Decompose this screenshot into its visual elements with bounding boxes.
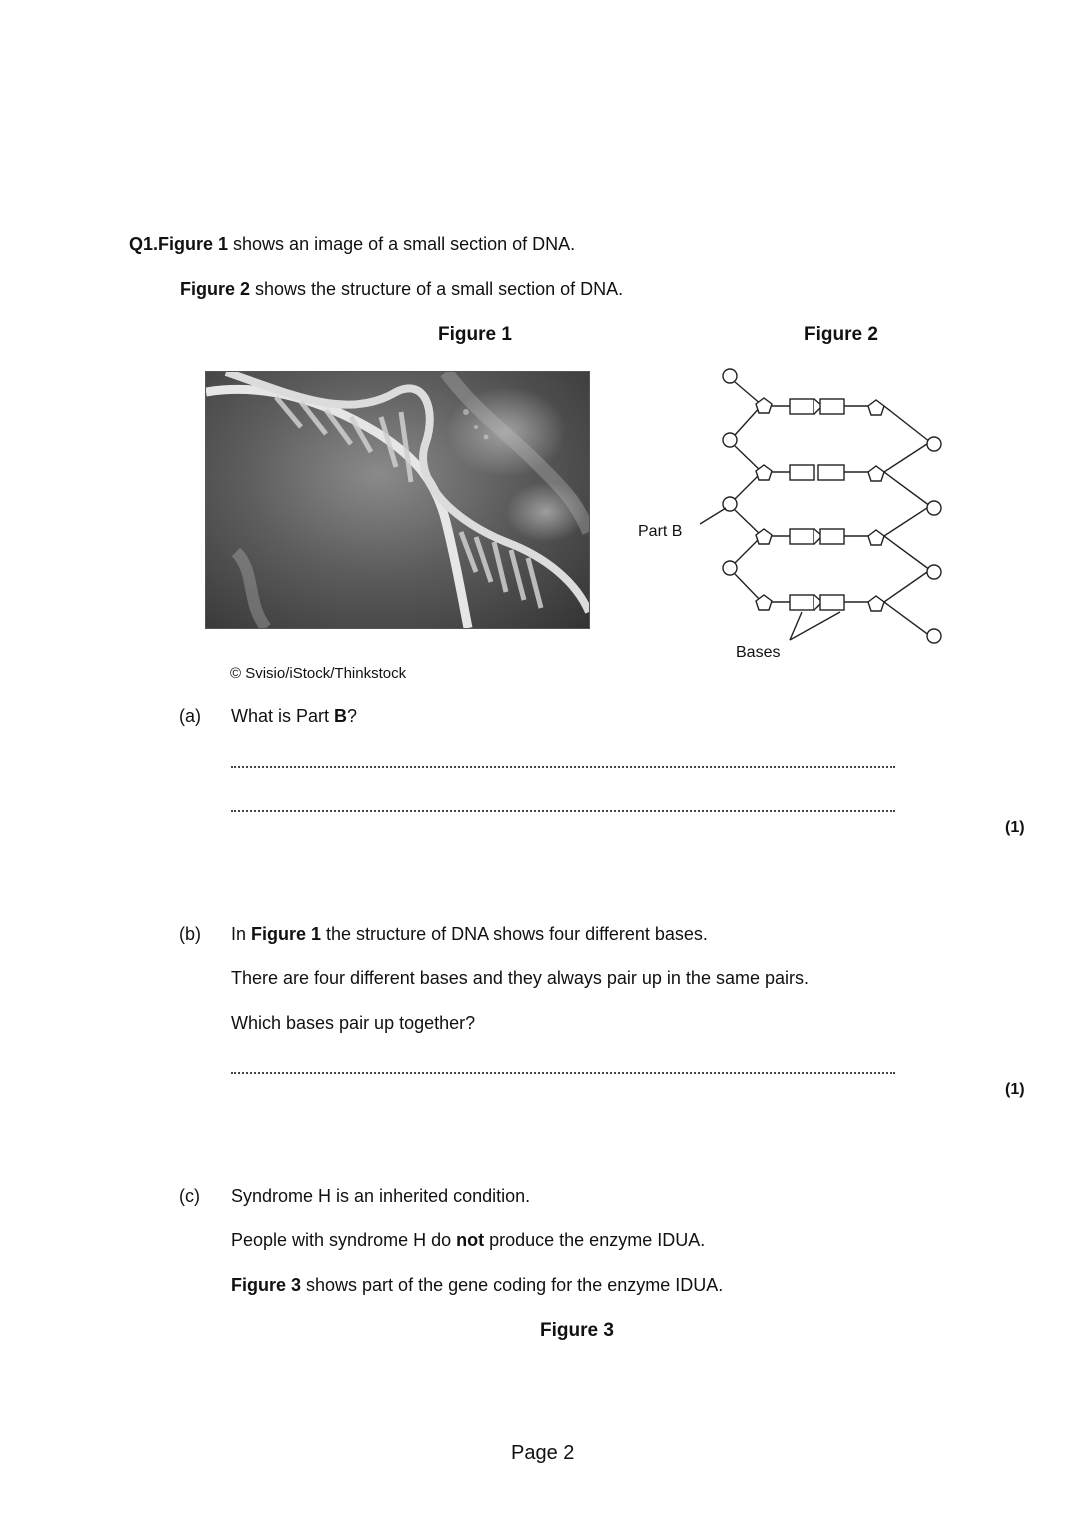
part-b-line2: There are four different bases and they always pair up in the same pairs. [231, 968, 809, 988]
figure2-title: Figure 2 [804, 324, 878, 345]
intro1-bold: Figure 1 [158, 234, 229, 254]
dna-structure-diagram [690, 360, 960, 660]
part-b-letter: (b) [179, 924, 201, 944]
part-a-marks: (1) [1005, 819, 1025, 836]
figure1-title: Figure 1 [438, 324, 512, 345]
answer-line-a2[interactable] [231, 810, 895, 812]
question-intro-2 [180, 279, 623, 300]
question-number: Q1. [129, 234, 159, 254]
part-b-line1 [231, 924, 708, 945]
bases-label: Bases [736, 644, 781, 661]
part-a-bold: B [334, 706, 348, 726]
figure3-title: Figure 3 [540, 1320, 614, 1341]
part-a-question [231, 706, 357, 727]
part-a-prefix: What is Part [231, 706, 335, 726]
part-b-label: Part B [638, 523, 683, 540]
part-b-line3: Which bases pair up together? [231, 1013, 476, 1033]
part-b-line1-rest: the structure of DNA shows four different bases. [321, 924, 708, 944]
dna-photo [205, 371, 590, 629]
answer-line-b1[interactable] [231, 1072, 895, 1074]
page-number: Page 2 [511, 1442, 575, 1464]
dna-helix-image [206, 372, 589, 628]
part-b-marks: (1) [1005, 1081, 1025, 1098]
part-c-line3-bold: Figure 3 [231, 1275, 302, 1295]
part-c-line3-rest: shows part of the gene coding for the enzyme IDUA. [301, 1275, 724, 1295]
part-c-line2-bold: not [456, 1230, 485, 1250]
question-intro [129, 234, 575, 255]
part-b-line1-bold: Figure 1 [251, 924, 322, 944]
intro2-bold: Figure 2 [180, 279, 251, 299]
part-c-line3 [231, 1275, 723, 1296]
part-a-letter: (a) [179, 706, 201, 726]
part-c-line2-prefix: People with syndrome H do [231, 1230, 457, 1250]
answer-line-a1[interactable] [231, 766, 895, 768]
part-a-suffix: ? [347, 706, 358, 726]
figure1-credit: © Svisio/iStock/Thinkstock [230, 665, 407, 682]
intro1-text: shows an image of a small section of DNA. [228, 234, 576, 254]
intro2-text: shows the structure of a small section of DNA. [250, 279, 624, 299]
part-b-line1-prefix: In [231, 924, 252, 944]
part-c-line2-rest: produce the enzyme IDUA. [484, 1230, 706, 1250]
part-c-line1: Syndrome H is an inherited condition. [231, 1186, 531, 1206]
part-c-letter: (c) [179, 1186, 200, 1206]
part-c-line2 [231, 1230, 705, 1251]
